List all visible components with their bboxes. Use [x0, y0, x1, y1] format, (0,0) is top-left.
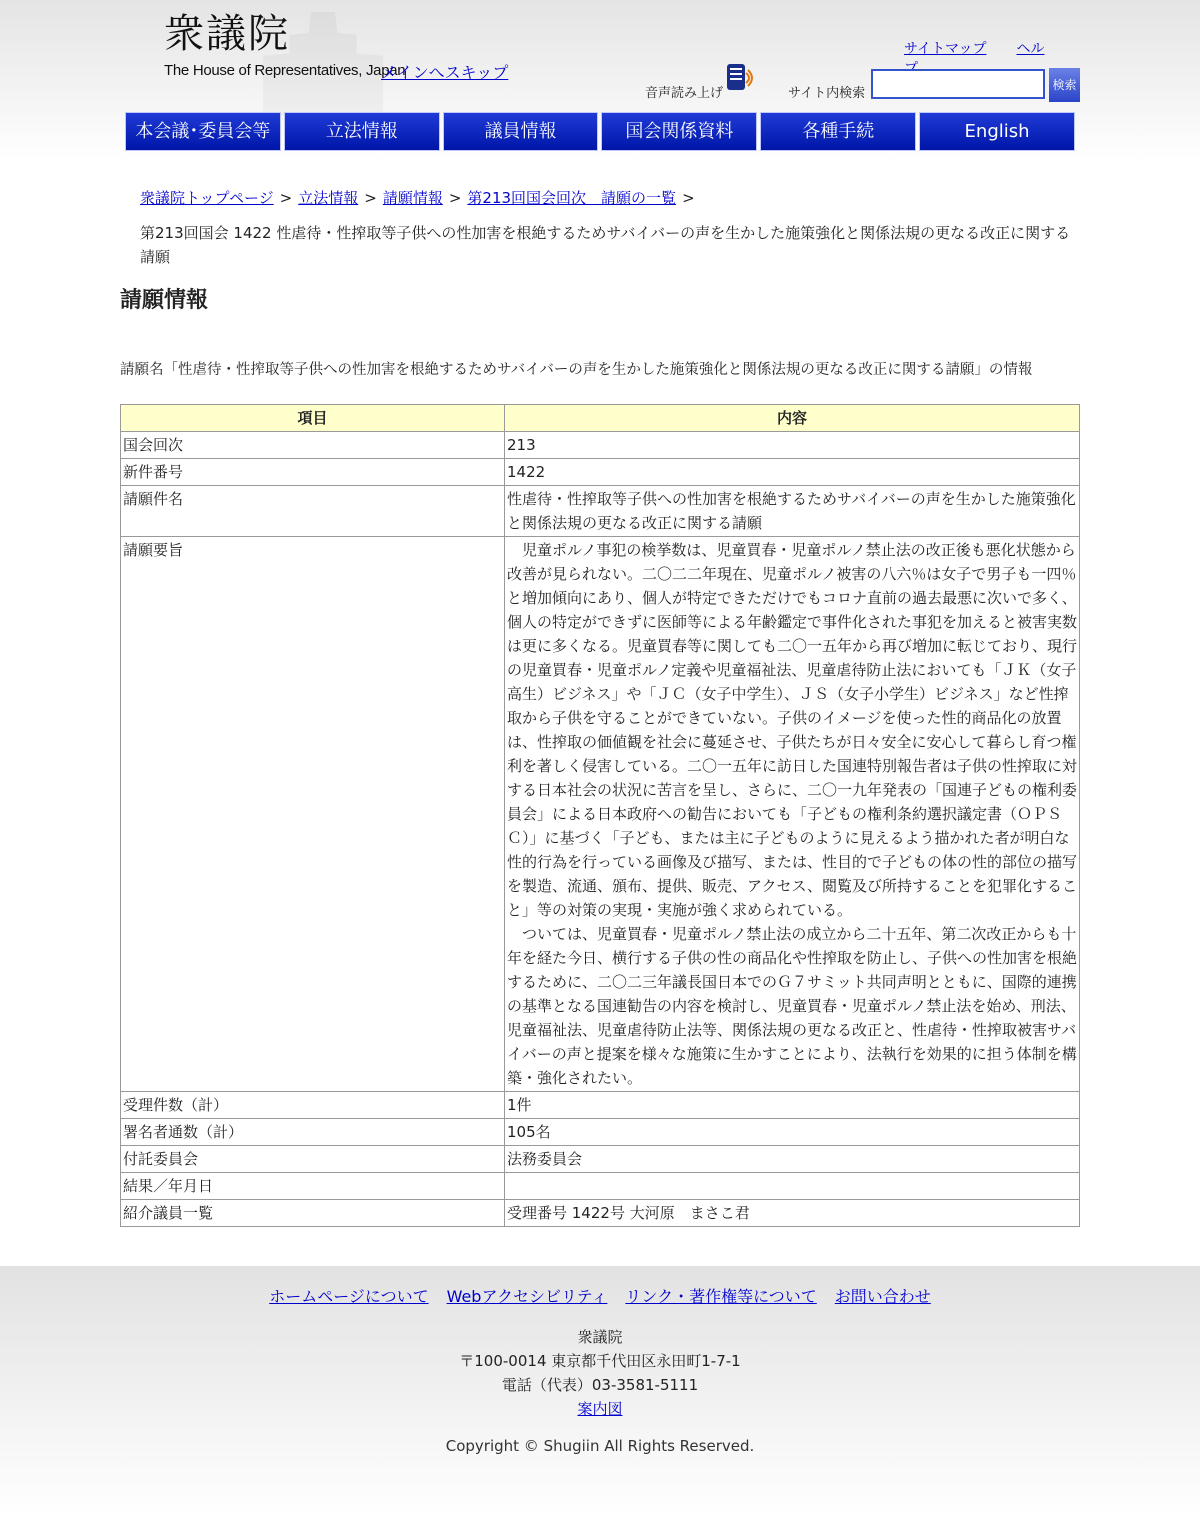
table-header-row [121, 405, 1080, 432]
main-navigation [125, 112, 1075, 151]
nav-members[interactable]: 議員情報 [443, 112, 599, 151]
speaker-icon[interactable] [726, 62, 754, 94]
breadcrumb-separator: > [279, 189, 293, 207]
nav-diet-materials[interactable]: 国会関係資料 [601, 112, 757, 151]
row-key: 署名者通数（計） [121, 1119, 505, 1146]
row-value: 105名 [505, 1119, 1080, 1146]
row-key: 新件番号 [121, 459, 505, 486]
breadcrumb-top[interactable]: 衆議院トップページ [140, 189, 274, 207]
nav-plenary-committees[interactable]: 本会議･委員会等 [125, 112, 281, 151]
nav-legislation[interactable]: 立法情報 [284, 112, 440, 151]
row-value: 法務委員会 [505, 1146, 1080, 1173]
site-logo[interactable] [138, 4, 406, 112]
table-row [121, 1092, 1080, 1119]
footer-org: 衆議院 [577, 1328, 623, 1346]
footer-address [0, 1325, 1200, 1421]
site-search-input[interactable] [871, 69, 1045, 99]
row-key: 受理件数（計） [121, 1092, 505, 1119]
breadcrumb [140, 187, 701, 208]
logo-english: The House of Representatives, Japan [164, 62, 406, 79]
page-title: 請願情報 [120, 288, 209, 313]
footer-phone: 電話（代表）03-3581-5111 [501, 1376, 699, 1394]
footer-map-link[interactable]: 案内図 [577, 1400, 623, 1418]
row-key: 付託委員会 [121, 1146, 505, 1173]
petition-summary: 児童ポルノ事犯の検挙数は、児童買春・児童ポルノ禁止法の改正後も悪化状態から改善が見られない。二〇二二年現在、児童ポルノ被害の八六％は女子で男子も一四％と増加傾向にあり、個人が特定できただけでもコロナ直前の過去最悪に次いで多く、個人の特定ができずに医師等による年齢鑑定で事件化された事犯を加えると被害実数は更に多くなる。児童買春等に関しても二〇一五年から再び増加に転じており、現行の児童買春・児童ポルノ定義や児童福祉法、児童虐待防止法においても「ＪＫ（女子高生）ビジネス」や「ＪＣ（女子中学生）、ＪＳ（女子小学生）ビジネス」など性搾取から子供を守ることができていない。子供のイメージを使った性的商品化の放置は、性搾取の価値観を社会に蔓延させ、子供たちが日々安全に安心して暮らし育つ権利を著しく侵害している。二〇一五年に訪日した国連特別報告者は子供の性搾取に対する日本社会の状況に苦言を呈し、さらに、二〇一九年発表の「国連子どもの権利委員会」による日本政府への勧告においても「子どもの権利条約選択議定書（ＯＰＳＣ）」に基づく「子ども、または主に子どものように見えるよう描かれた者が明白な性的行為を行っている画像及び描写、または、性目的で子どもの体の性的部位の描写を製造、流通、頒布、提供、販売、アクセス、閲覧及び所持することを犯罪化すること」等の対策の実現・実施が強く求められている。 ついては、児童買春・児童ポルノ禁止法の成立から二十五年、第二次改正からも十年を経た今日、横行する子供の性の商品化や性搾取を防止し、子供への性加害を根絶するために、二〇二三年議長国日本でのＧ７サミット共同声明とともに、国際的連携の基準となる国連勧告の内容を検討し、児童買春・児童ポルノ禁止法を始め、刑法、児童福祉法、児童虐待防止法等、関係法規の更なる改正と、性虐待・性搾取被害サバイバーの声と提案を様々な施策に生かすことにより、法執行を効果的に担う体制を構築・強化されたい。 [505, 537, 1080, 1092]
row-value: 受理番号 1422号 大河原 まさこ君 [505, 1200, 1080, 1227]
sitemap-link[interactable]: サイトマップ [904, 41, 987, 57]
row-key: 請願要旨 [121, 537, 505, 1092]
table-row [121, 459, 1080, 486]
row-value: 213 [505, 432, 1080, 459]
row-value [505, 1173, 1080, 1200]
footer-link-contact[interactable]: お問い合わせ [834, 1287, 931, 1306]
footer-postal-address: 〒100-0014 東京都千代田区永田町1-7-1 [459, 1352, 741, 1370]
table-row [121, 1119, 1080, 1146]
copyright: Copyright © Shugiin All Rights Reserved. [445, 1437, 755, 1455]
search-label: サイト内検索 [788, 86, 866, 101]
breadcrumb-separator: > [448, 189, 462, 207]
breadcrumb-separator: > [682, 189, 695, 207]
footer-link-accessibility[interactable]: Webアクセシビリティ [446, 1287, 608, 1306]
table-caption: 請願名「性虐待・性搾取等子供への性加害を根絶するためサバイバーの声を生かした施策強化と関係法規の更なる改正に関する請願」の情報 [120, 362, 1033, 378]
table-row [121, 1146, 1080, 1173]
breadcrumb-session-list[interactable]: 第213回国会回次 請願の一覧 [467, 189, 677, 207]
footer-links [0, 1284, 1200, 1307]
breadcrumb-petitions[interactable]: 請願情報 [382, 189, 443, 207]
breadcrumb-legislation[interactable]: 立法情報 [298, 189, 359, 207]
row-key: 紹介議員一覧 [121, 1200, 505, 1227]
footer-link-about[interactable]: ホームページについて [269, 1287, 429, 1306]
table-row [121, 1200, 1080, 1227]
nav-procedures[interactable]: 各種手続 [760, 112, 916, 151]
row-value: 性虐待・性搾取等子供への性加害を根絶するためサバイバーの声を生かした施策強化と関係法規の更なる改正に関する請願 [505, 486, 1080, 537]
footer-link-copyright[interactable]: リンク・著作権等について [625, 1287, 817, 1306]
header-item: 項目 [121, 405, 505, 432]
search-button[interactable]: 検索 [1049, 68, 1080, 102]
table-row [121, 1173, 1080, 1200]
petition-info-table [120, 404, 1080, 1227]
nav-english[interactable]: English [919, 112, 1075, 151]
row-value: 1件 [505, 1092, 1080, 1119]
table-row [121, 486, 1080, 537]
row-key: 結果／年月日 [121, 1173, 505, 1200]
table-row [121, 432, 1080, 459]
row-key: 請願件名 [121, 486, 505, 537]
tts-label: 音声読み上げ [645, 86, 724, 101]
logo-kanji: 衆議院 [164, 11, 290, 57]
header-content: 内容 [505, 405, 1080, 432]
current-page-label: 第213回国会 1422 性虐待・性搾取等子供への性加害を根絶するためサバイバーの声を生かした施策強化と関係法規の更なる改正に関する請願 [140, 224, 1071, 266]
row-key: 国会回次 [121, 432, 505, 459]
breadcrumb-separator: > [364, 189, 377, 207]
help-link[interactable]: ヘル [1016, 41, 1045, 57]
row-value: 1422 [505, 459, 1080, 486]
skip-to-main-link[interactable]: メインへスキップ [381, 63, 509, 82]
table-row [121, 537, 1080, 1092]
